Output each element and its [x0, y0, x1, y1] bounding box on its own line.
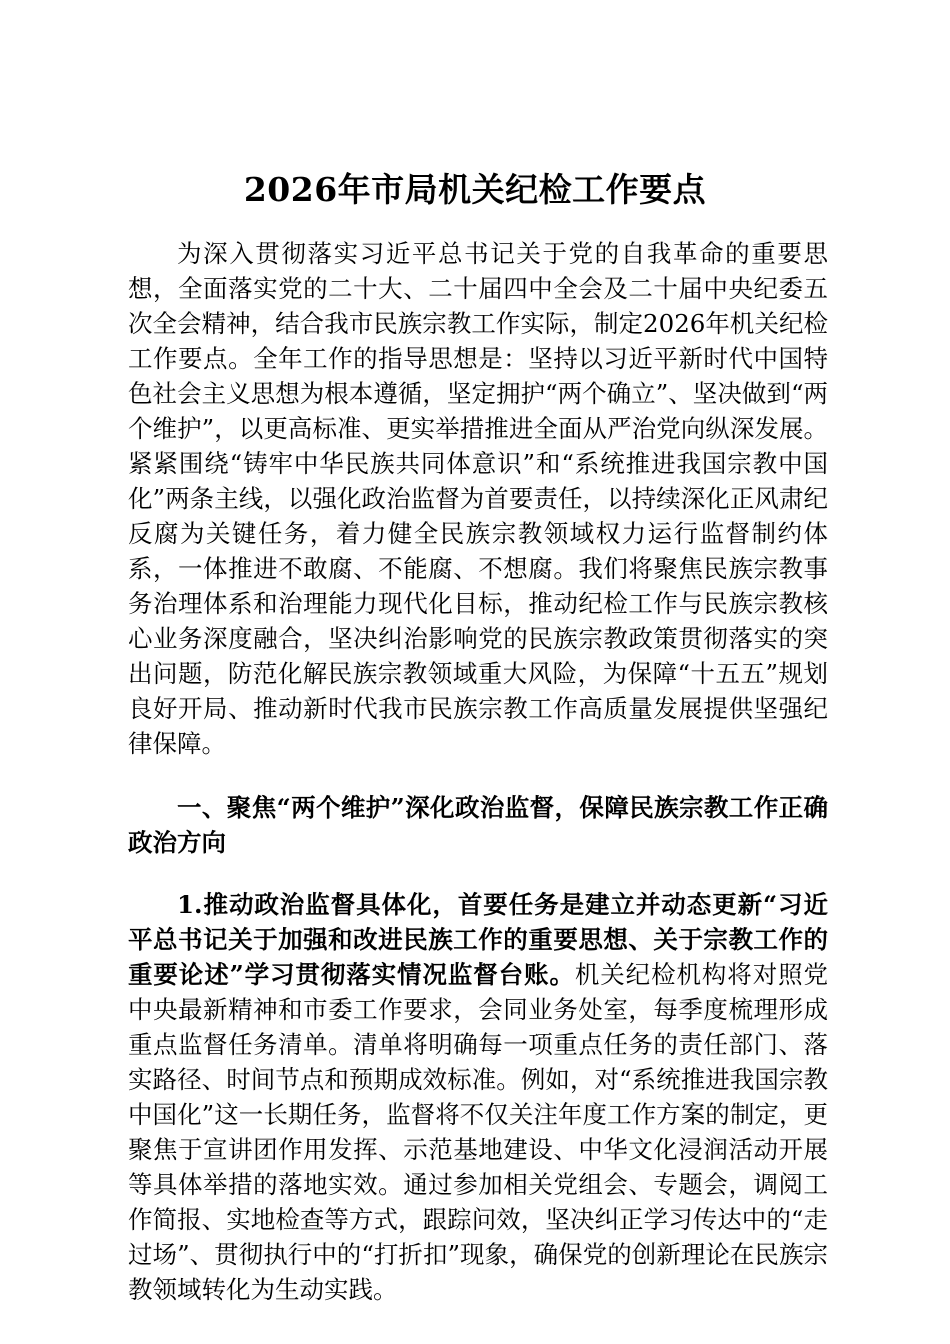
item-lead: 1.推动政治监督具体化，首要任务是建立并动态更新“习近平总书记关于加强和改进民族工作的重要思想、关于宗教工作的重要论述”学习贯彻落实情况监督台账。 [128, 890, 828, 989]
intro-paragraph: 为深入贯彻落实习近平总书记关于党的自我革命的重要思想，全面落实党的二十大、二十届四中全会及二十届中央纪委五次全会精神，结合我市民族宗教工作实际，制定2026年机关纪检工作要点。全年工作的指导思想是：坚持以习近平新时代中国特色社会主义思想为根本遵循，坚定拥护“两个确立”、坚决做到“两个维护”，以更高标准、更实举措推进全面从严治党向纵深发展。紧紧围绕“铸牢中华民族共同体意识”和“系统推进我国宗教中国化”两条主线，以强化政治监督为首要责任，以持续深化正风肃纪反腐为关键任务，着力健全民族宗教领域权力运行监督制约体系，一体推进不敢腐、不能腐、不想腐。我们将聚焦民族宗教事务治理体系和治理能力现代化目标，推动纪检工作与民族宗教核心业务深度融合，坚决纠治影响党的民族宗教政策贯彻落实的突出问题，防范化解民族宗教领域重大风险，为保障“十五五”规划良好开局、推动新时代我市民族宗教工作高质量发展提供坚强纪律保障。 [128, 239, 828, 758]
section-heading: 一、聚焦“两个维护”深化政治监督，保障民族宗教工作正确政治方向 [128, 793, 828, 857]
item-paragraph [128, 887, 828, 1307]
document-body [128, 236, 828, 1307]
document-title: 2026年市局机关纪检工作要点 [243, 170, 707, 209]
item-body: 机关纪检机构将对照党中央最新精神和市委工作要求，会同业务处室，每季度梳理形成重点监督任务清单。清单将明确每一项重点任务的责任部门、落实路径、时间节点和预期成效标准。例如，对“系统推进我国宗教中国化”这一长期任务，监督将不仅关注年度工作方案的制定，更聚焦于宣讲团作用发挥、示范基地建设、中华文化浸润活动开展等具体举措的落地实效。通过参加相关党组会、专题会，调阅工作简报、实地检查等方式，跟踪问效，坚决纠正学习传达中的“走过场”、贯彻执行中的“打折扣”现象，确保党的创新理论在民族宗教领域转化为生动实践。 [128, 960, 829, 1304]
